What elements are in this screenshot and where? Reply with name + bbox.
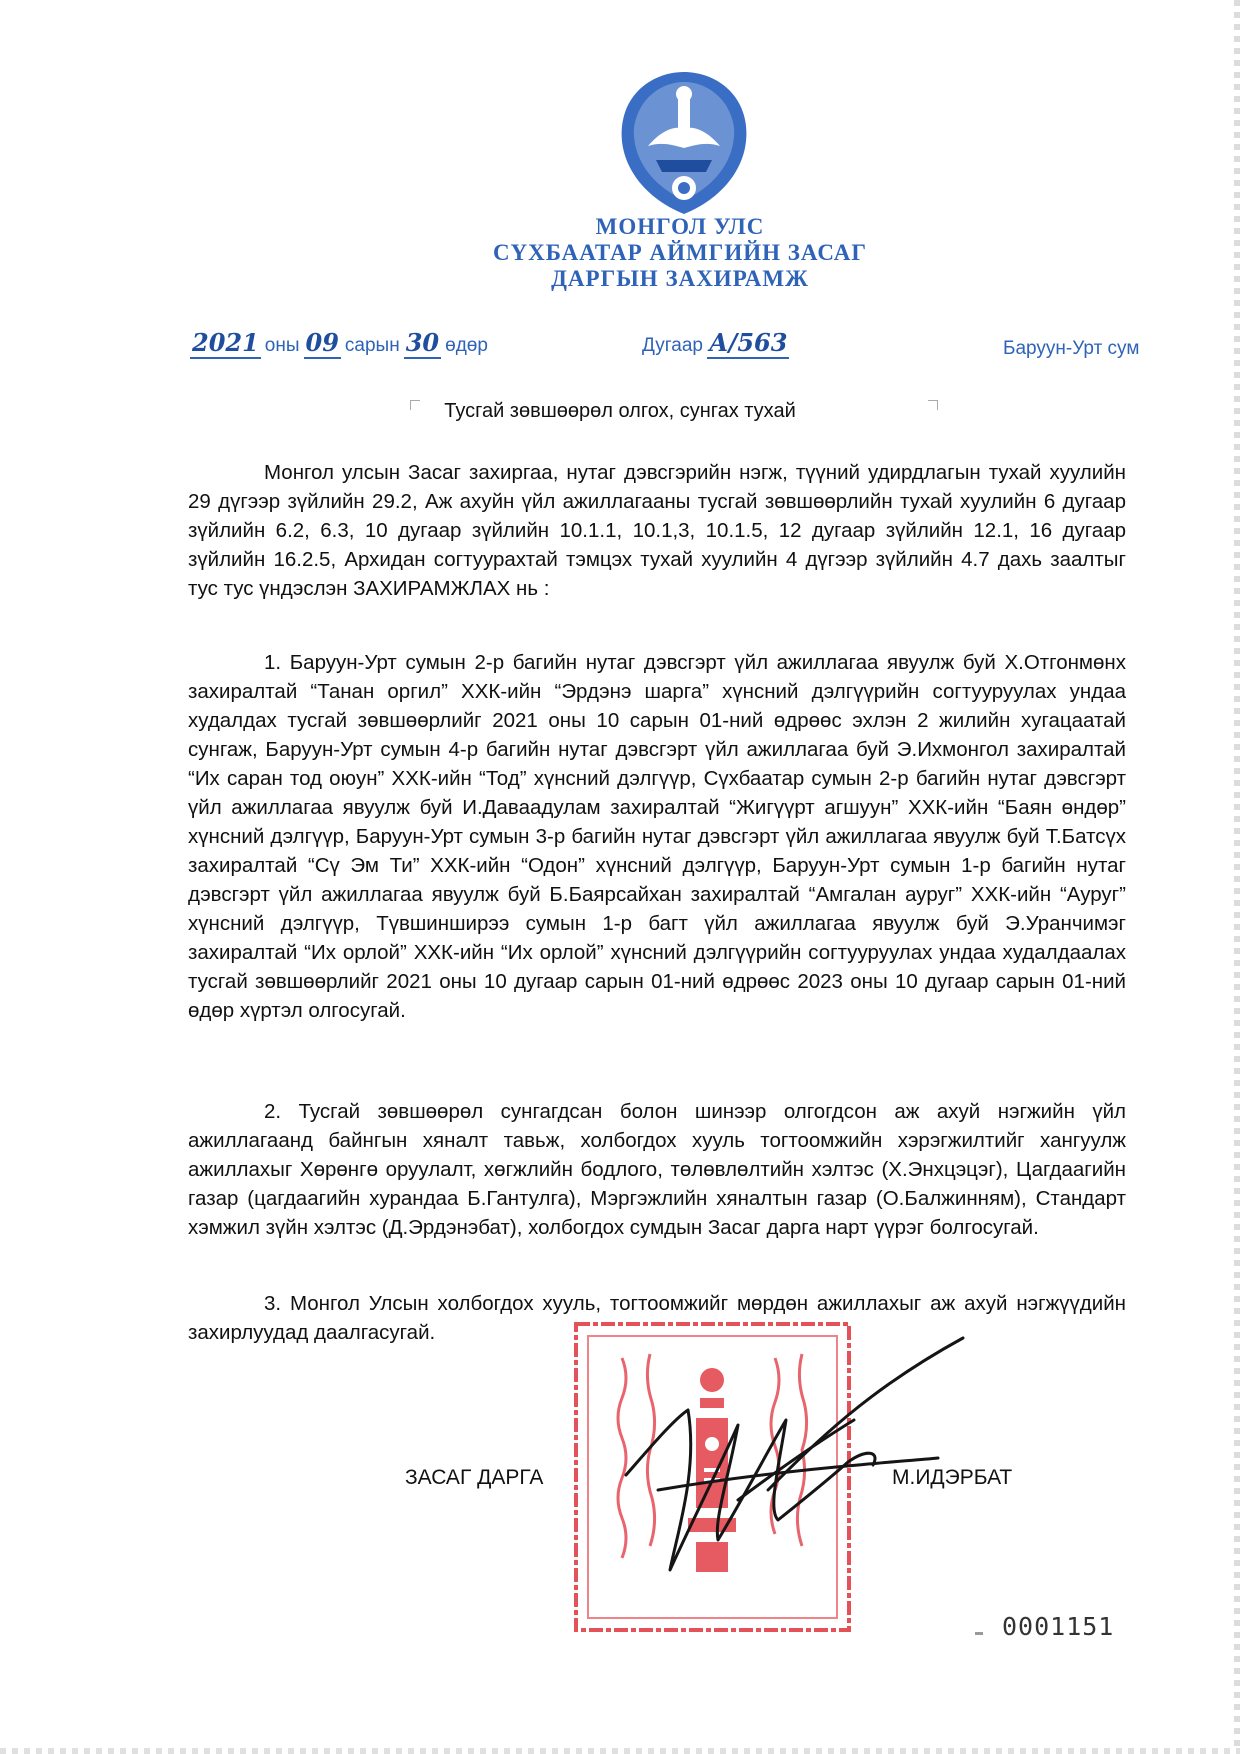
paragraph-text: 3. Монгол Улсын холбогдох хууль, тогтоомжийг мөрдөн ажиллахыг аж ахуй нэгжүүдийн захирлуудад даалгасугай. — [188, 1292, 1126, 1344]
date-year-label: оны — [264, 335, 300, 356]
date-month: 09 — [305, 328, 339, 357]
document-number-field — [638, 328, 789, 359]
page-bottom-edge — [0, 1748, 1240, 1754]
header-line-country: МОНГОЛ УЛС — [595, 214, 765, 239]
signer-name: М.ИДЭРБАТ — [892, 1466, 1013, 1489]
header-line-authority: СҮХБААТАР АЙМГИЙН ЗАСАГ — [492, 240, 868, 265]
document-serial-number: 0001151 — [1002, 1612, 1115, 1641]
state-emblem-icon — [608, 68, 760, 218]
date-day-label: өдөр — [445, 335, 488, 356]
date-month-label: сарын — [344, 335, 400, 356]
paragraph-text: 2. Тусгай зөвшөөрөл сунгагдсан болон шинээр олгогдсон аж ахуй нэгжийн үйл ажиллагаанд байнгын хяналт тавьж, холбогдох хууль тогтоомжийн хэрэгжилтийг хангуулж ажиллахыг Хөрөнгө оруулалт, хөгжлийн бодлого, төлөвлөлтийн хэлтэс (Х.Энхцэцэг), Цагдаагийн газар (цагдаагийн хурандаа Б.Гантулга), Мэргэжлийн хяналтын газар (О.Балжинням), Стандарт хэмжил зүйн хэлтэс (Д.Эрдэнэбат), холбогдох сумдын Засаг дарга нарт үүрэг болгосугай. — [188, 1100, 1126, 1239]
paragraph-item-1 — [188, 648, 1126, 1025]
serial-mark — [975, 1632, 983, 1635]
date-year: 2021 — [192, 328, 259, 357]
document-header — [420, 214, 940, 292]
dateline — [0, 328, 1240, 368]
document-title: Тусгай зөвшөөрөл олгох, сунгах тухай — [444, 400, 796, 422]
page-edge — [1234, 0, 1240, 1754]
signer-position: ЗАСАГ ДАРГА — [405, 1466, 544, 1489]
place-label: Баруун-Урт сум — [1003, 338, 1140, 359]
date-day: 30 — [405, 328, 440, 357]
date-field — [190, 328, 492, 359]
handwritten-signature — [618, 1330, 968, 1585]
document-number: А/563 — [709, 328, 788, 357]
number-label: Дугаар — [642, 335, 703, 356]
paragraph-text: 1. Баруун-Урт сумын 2-р багийн нутаг дэвсгэрт үйл ажиллагаа явуулж буй Х.Отгонмөнх захиралтай “Танан оргил” ХХК-ийн “Эрдэнэ шарга” хүнсний дэлгүүрийн согтууруулах ундаа худалдах тусгай зөвшөөрлийг 2021 оны 10 сарын 01-ний өдрөөс эхлэн 2 жилийн хугацаатай сунгаж, Баруун-Урт сумын 4-р багийн нутаг дэвсгэрт үйл ажиллагаа буй Э.Ихмонгол захиралтай “Их саран тод оюун” ХХК-ийн “Тод” хүнсний дэлгүүр, Сүхбаатар сумын 2-р багийн нутаг дэвсгэрт үйл ажиллагаа явуулж буй И.Даваадулам захиралтай “Жигүүрт агшуун” ХХК-ийн “Баян өндөр” хүнсний дэлгүүр, Баруун-Урт сумын 3-р багийн нутаг дэвсгэрт үйл ажиллагаа явуулж буй Т.Батсүх захиралтай “Сү Эм Ти” ХХК-ийн “Одон” хүнсний дэлгүүр, Баруун-Урт сумын 1-р багийн нутаг дэвсгэрт үйл ажиллагаа явуулж буй Б.Баярсайхан захиралтай “Амгалан ауруг” ХХК-ийн “Ауруг” хүнсний дэлгүүр, Түвшинширээ сумын 1-р багт үйл ажиллагаа явуулж буй Э.Уранчимэг захиралтай “Их орлой” ХХК-ийн “Их орлой” хүнсний дэлгүүрийн согтууруулах ундаа худалдаалах тусгай зөвшөөрлийг 2021 оны 10 дугаар сарын 01-ний өдрөөс 2023 оны 10 дугаар сарын 01-ний өдөр хүртэл олгосугай. — [188, 651, 1126, 1022]
paragraph-text: Монгол улсын Засаг захиргаа, нутаг дэвсгэрийн нэгж, түүний удирдлагын тухай хуулийн 29 дүгээр зүйлийн 29.2, Аж ахуйн үйл ажиллагааны тусгай зөвшөөрлийн тухай хуулийн 6 дугаар зүйлийн 6.2, 6.3, 10 дугаар зүйлийн 10.1.1, 10.1,3, 10.1.5, 12 дугаар зүйлийн 12.1, 16 дугаар зүйлийн 16.2.5, Архидан согтуурахтай тэмцэх тухай хуулийн 4 дүгээр зүйлийн 4.7 дахь заалтыг тус тус үндэслэн ЗАХИРАМЖЛАХ нь : — [188, 461, 1126, 600]
paragraph-item-2 — [188, 1097, 1126, 1242]
paragraph-preamble — [188, 458, 1126, 603]
header-line-doctype: ДАРГЫН ЗАХИРАМЖ — [551, 266, 809, 291]
